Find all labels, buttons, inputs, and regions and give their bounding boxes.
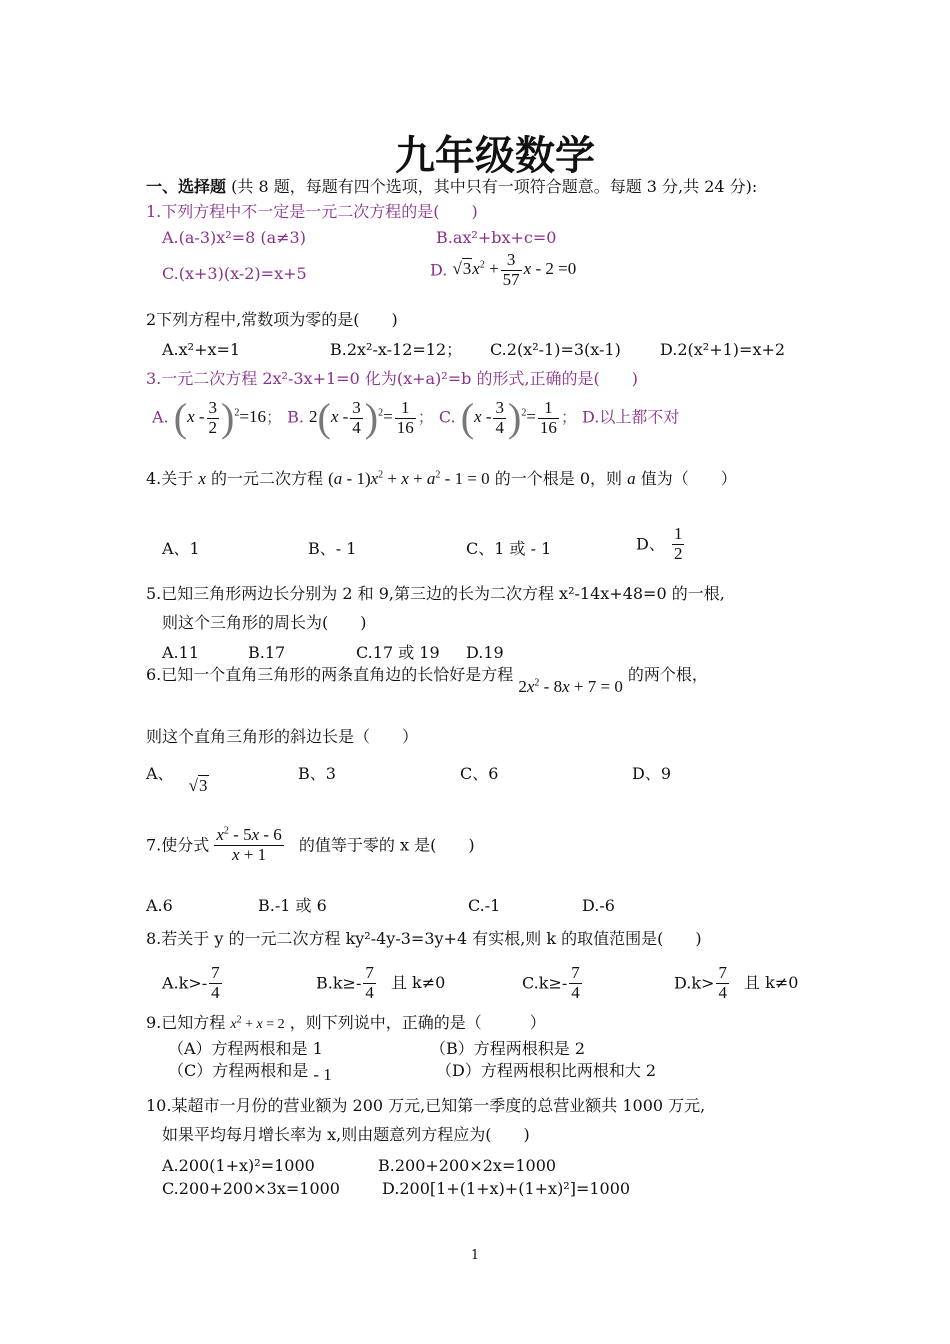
question-1-stem: 1.下列方程中不一定是一元二次方程的是( ) <box>146 202 478 221</box>
question-10-stem-2: 如果平均每月增长率为 x,则由题意列方程应为( ) <box>162 1125 530 1144</box>
q8-option-c: C.k≥- $\frac{7}{4}$ <box>522 963 580 1002</box>
question-5-stem-2: 则这个三角形的周长为( ) <box>162 613 367 632</box>
q7-option-a: A.6 <box>146 896 173 915</box>
q4-option-a: A、1 <box>162 539 200 558</box>
q9-option-d: （D）方程两根积比两根和大 2 <box>436 1061 657 1080</box>
question-3-stem: 3.一元二次方程 2x²-3x+1=0 化为(x+a)²=b 的形式,正确的是( ) <box>146 369 639 388</box>
q3-option-c: C. <box>438 407 456 427</box>
q7-fraction: $\frac{x^2 - 5x - 6}{x + 1}$ <box>216 825 282 864</box>
q7-option-b: B.-1 或 6 <box>258 896 327 915</box>
q4-var-a: a <box>627 469 636 488</box>
section-heading: 一、选择题 <box>146 177 227 196</box>
q10-option-a: A.200(1+x)²=1000 <box>162 1156 315 1175</box>
q3-options-row: A. (x - $\frac{3}{2}$ )$^2$=16； B. 2(x - $\frac{3}{4}$ )$^2$= $\frac{1}{16}$ ； C. (x - $\frac{3}{4}$ )$^2$= $\frac{1}{16}$ ； D.以上都不对 <box>152 395 680 440</box>
q9-equation: $x^2 + x = 2$ <box>230 1014 285 1032</box>
q8-option-d: D.k> $\frac{7}{4}$ 且 k≠0 <box>674 963 799 1002</box>
q7-option-d: D.-6 <box>582 896 615 915</box>
question-7-stem: 7.使分式 $\frac{x^2 - 5x - 6}{x + 1}$ 的值等于零的 x 是( ) <box>146 825 475 864</box>
q6-option-c: C、6 <box>460 764 499 783</box>
q10-option-b: B.200+200×2x=1000 <box>378 1156 557 1175</box>
q1-option-a: A.(a-3)x²=8 (a≠3) <box>162 228 306 247</box>
q2-option-d: D.2(x²+1)=x+2 <box>660 340 786 359</box>
q4-option-d: D、 $\frac{1}{2}$ <box>636 524 683 563</box>
q10-option-d: D.200[1+(1+x)+(1+x)²]=1000 <box>382 1179 631 1198</box>
q4-var-x: x <box>198 469 206 488</box>
question-2-stem: 2下列方程中,常数项为零的是( ) <box>146 310 398 329</box>
q8-option-a: A.k>- $\frac{7}{4}$ <box>162 963 220 1002</box>
q1-option-c: C.(x+3)(x-2)=x+5 <box>162 264 307 283</box>
q2-option-c: C.2(x²-1)=3(x-1) <box>490 340 621 359</box>
q6-equation: $2x^2 - 8x + 7 = 0$ <box>518 677 623 696</box>
q10-option-c: C.200+200×3x=1000 <box>162 1179 340 1198</box>
q5-option-a: A.11 <box>162 643 199 662</box>
q9-option-a: （A）方程两根和是 1 <box>168 1039 323 1058</box>
q3-option-b-formula: 2(x - $\frac{3}{4}$ )$^2$= $\frac{1}{16}$ <box>309 395 414 440</box>
section-header <box>146 178 757 196</box>
q6-option-d: D、9 <box>632 764 672 783</box>
q4-option-c: C、1 或 - 1 <box>466 539 552 558</box>
q2-option-a: A.x²+x=1 <box>162 340 241 359</box>
q6-option-a: A、 √3 <box>146 764 208 795</box>
q1-option-d: D. $√3x^2$ + $\frac{3}{57}$ x - 2 =0 <box>430 250 577 289</box>
q3-option-a-formula: (x - $\frac{3}{2}$ )$^2$=16 <box>173 395 266 440</box>
q5-option-d: D.19 <box>466 643 504 662</box>
question-5-stem: 5.已知三角形两边长分别为 2 和 9,第三边的长为二次方程 x²-14x+48=0 的一根, <box>146 584 725 603</box>
document-title: 九年级数学 <box>395 133 595 179</box>
q3-option-d: D.以上都不对 <box>582 407 680 427</box>
q1-option-d-formula: $√3x^2$ + $\frac{3}{57}$ x - 2 =0 <box>452 250 577 289</box>
q6-option-a-sqrt: √3 <box>188 776 208 795</box>
q4-equation: $(a - 1)x^2 + x + a^2 - 1 = 0$ <box>328 469 490 488</box>
q5-option-b: B.17 <box>248 643 286 662</box>
page-number: 1 <box>470 1248 480 1263</box>
question-10-stem: 10.某超市一月份的营业额为 200 万元,已知第一季度的总营业额共 1000 万元, <box>146 1096 706 1115</box>
q1-option-b: B.ax²+bx+c=0 <box>436 228 557 247</box>
q6-option-b: B、3 <box>298 764 336 783</box>
q5-option-c: C.17 或 19 <box>356 643 440 662</box>
question-6-stem: 6.已知一个直角三角形的两条直角边的长恰好是方程 $2x^2 - 8x + 7 = 0$ 的两个根， <box>146 665 708 696</box>
q4-option-d-fraction: $\frac{1}{2}$ <box>673 524 683 563</box>
q9-option-b: （B）方程两根积是 2 <box>430 1039 586 1058</box>
question-8-stem: 8.若关于 y 的一元二次方程 ky²-4y-3=3y+4 有实根,则 k 的取值范围是( ) <box>146 929 702 948</box>
question-9-stem: 9.已知方程 $x^2 + x = 2$ ，则下列说中，正确的是（ ） <box>146 1013 546 1032</box>
q3-option-c-formula: (x - $\frac{3}{4}$ )$^2$= $\frac{1}{16}$ <box>460 395 557 440</box>
question-4-stem: 4.关于 x 的一元二次方程 $(a - 1)x^2 + x + a^2 - 1 = 0$ 的一个根是 0，则 a 值为（ ） <box>146 469 737 488</box>
q3-option-a: A. <box>152 407 169 427</box>
question-6-stem-2: 则这个直角三角形的斜边长是（ ） <box>146 727 419 746</box>
q4-option-b: B、- 1 <box>308 539 357 558</box>
section-instructions: (共 8 题，每题有四个选项，其中只有一项符合题意。每题 3 分,共 24 分): <box>231 177 758 196</box>
q7-option-c: C.-1 <box>468 896 501 915</box>
q9-option-c-value: - 1 <box>313 1065 332 1084</box>
q3-option-b: B. <box>287 407 304 427</box>
q8-option-b: B.k≥- $\frac{7}{4}$ 且 k≠0 <box>316 963 446 1002</box>
q2-option-b: B.2x²-x-12=12； <box>330 340 463 359</box>
q9-option-c: （C）方程两根和是 - 1 <box>168 1061 332 1084</box>
